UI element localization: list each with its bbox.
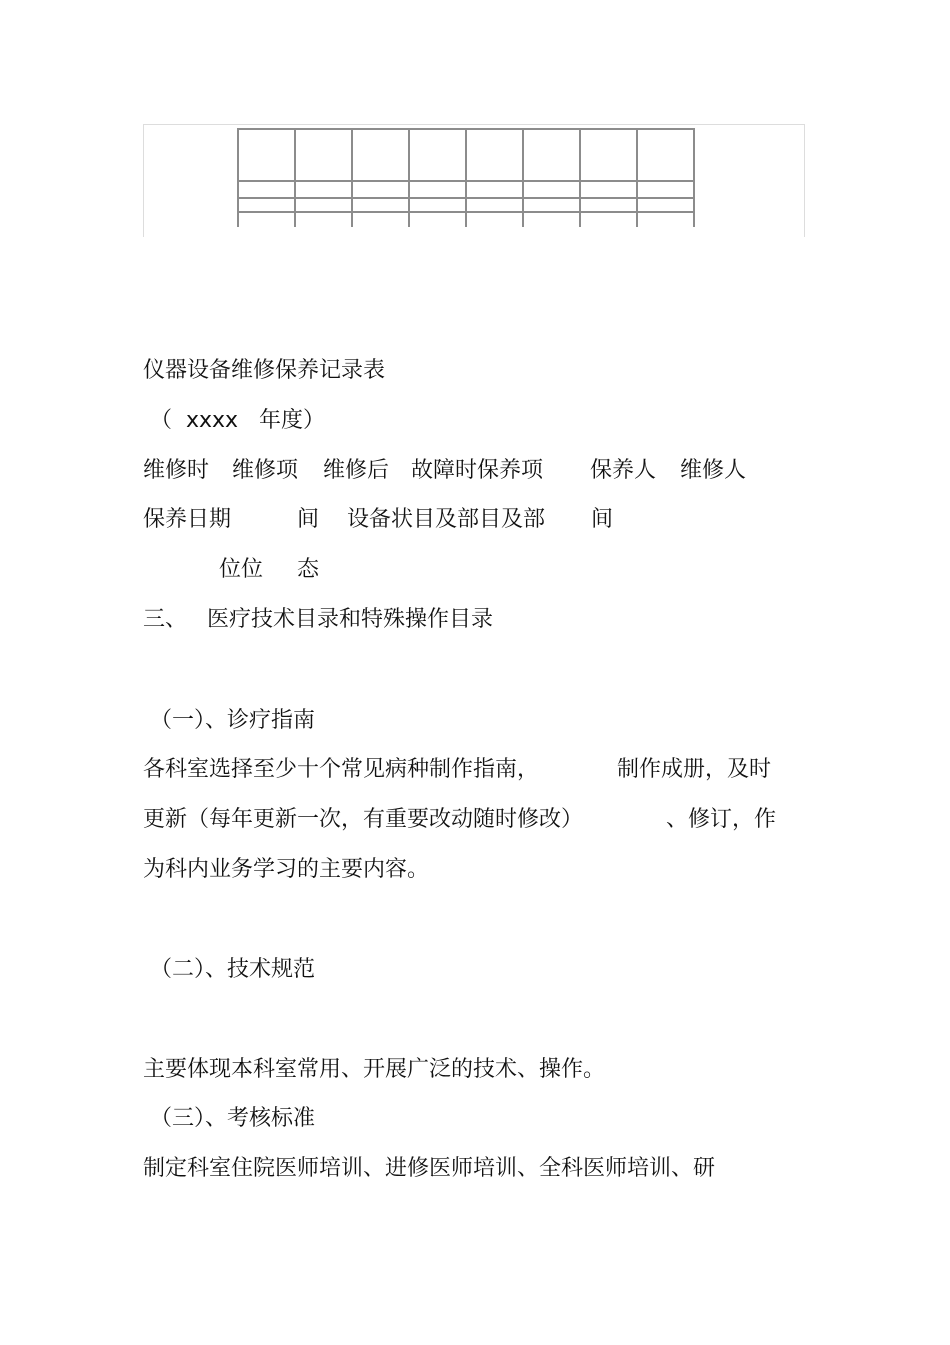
grid-cell — [637, 212, 694, 227]
header3-col-2: 态 — [297, 557, 320, 582]
record-year: （ xxxx 年度） — [150, 408, 326, 433]
header-col-6: 维修人 — [680, 458, 747, 483]
paragraph-1-line-3: 为科内业务学习的主要内容。 — [143, 857, 430, 882]
grid-cell — [295, 198, 352, 212]
grid-cell — [409, 129, 466, 181]
grid-cell — [466, 212, 523, 227]
grid-cell — [580, 198, 637, 212]
header-col-3: 维修后 — [323, 458, 390, 483]
grid-cell — [295, 212, 352, 227]
record-title: 仪器设备维修保养记录表 — [143, 358, 386, 383]
header3-col-1: 位位 — [219, 557, 264, 582]
grid-cell — [637, 129, 694, 181]
header-col-1: 维修时 — [143, 458, 210, 483]
grid-cell — [523, 198, 580, 212]
paragraph-1-line-1a: 各科室选择至少十个常见病种制作指南， — [143, 757, 540, 782]
paragraph-3: 制定科室住院医师培训、进修医师培训、全科医师培训、研 — [143, 1156, 716, 1181]
paragraph-1-line-2b: 、修订，作 — [666, 807, 777, 832]
header-col-4: 故障时保养项 — [411, 458, 544, 483]
paragraph-1-line-2a: 更新（每年更新一次，有重要改动随时修改） — [143, 807, 584, 832]
grid-cell — [466, 129, 523, 181]
grid-cell — [637, 181, 694, 198]
record-grid-table — [237, 128, 695, 227]
grid-cell — [466, 181, 523, 198]
grid-row — [238, 129, 694, 181]
header2-col-2: 间 — [297, 507, 320, 532]
header2-col-3: 设备状目及部目及部 — [347, 507, 546, 532]
grid-row — [238, 198, 694, 212]
grid-row — [238, 212, 694, 227]
header-col-2: 维修项 — [232, 458, 299, 483]
grid-cell — [238, 129, 295, 181]
grid-cell — [352, 181, 409, 198]
grid-cell — [523, 212, 580, 227]
grid-cell — [580, 129, 637, 181]
grid-cell — [352, 198, 409, 212]
grid-cell — [295, 181, 352, 198]
grid-cell — [352, 212, 409, 227]
grid-cell — [466, 198, 523, 212]
paragraph-2: 主要体现本科室常用、开展广泛的技术、操作。 — [143, 1057, 606, 1082]
grid-cell — [523, 129, 580, 181]
header2-col-4: 间 — [591, 507, 614, 532]
subsection-technical-specs: （二）、技术规范 — [150, 957, 316, 982]
grid-cell — [409, 212, 466, 227]
subsection-guidelines: （一）、诊疗指南 — [150, 708, 316, 733]
grid-cell — [352, 129, 409, 181]
paragraph-1-line-1b: 制作成册，及时 — [617, 757, 772, 782]
grid-cell — [238, 212, 295, 227]
grid-cell — [580, 181, 637, 198]
grid-cell — [238, 181, 295, 198]
grid-cell — [409, 198, 466, 212]
grid-row — [238, 181, 694, 198]
section-number: 三、 — [143, 607, 188, 632]
grid-cell — [295, 129, 352, 181]
subsection-assessment: （三）、考核标准 — [150, 1106, 316, 1131]
section-heading: 医疗技术目录和特殊操作目录 — [207, 607, 494, 632]
header-col-5: 保养人 — [590, 458, 657, 483]
grid-cell — [409, 181, 466, 198]
grid-cell — [238, 198, 295, 212]
grid-cell — [580, 212, 637, 227]
grid-cell — [637, 198, 694, 212]
header2-col-1: 保养日期 — [143, 507, 232, 532]
grid-cell — [523, 181, 580, 198]
